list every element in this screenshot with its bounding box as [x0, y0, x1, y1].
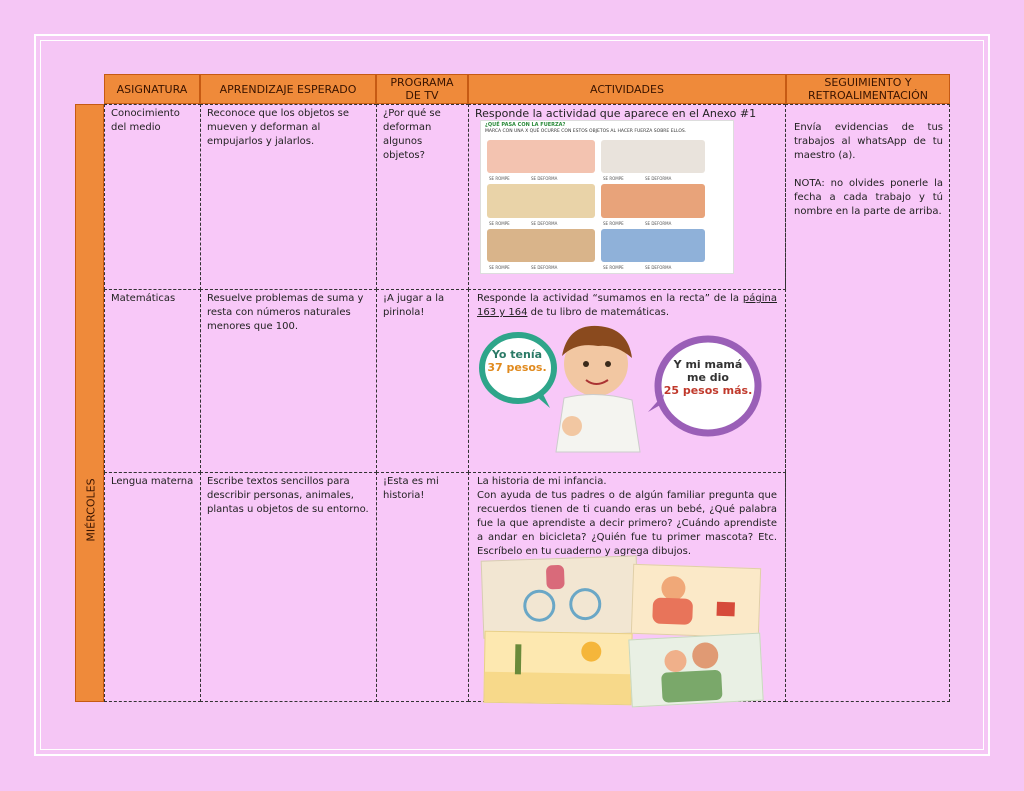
row2-actividad: Responde la actividad “sumamos en la recta” de la página 163 y 164 de tu libro de matemáticas.: [468, 289, 786, 473]
photo-paper: [601, 140, 705, 173]
opt-rompe-4: SE ROMPE: [603, 221, 624, 226]
row1-aprendizaje: Reconoce que los objetos se mueven y deforman al empujarlos y jalarlos.: [200, 104, 377, 290]
opt-rompe-2: SE ROMPE: [603, 176, 624, 181]
header-asignatura: ASIGNATURA: [104, 74, 200, 104]
photo-dough: [487, 140, 595, 173]
seguimiento-note: NOTA: no olvides ponerle la fecha a cada trabajo y tú nombre en la parte de arriba.: [794, 178, 943, 217]
opt-deforma-5: SE DEFORMA: [531, 265, 558, 270]
photo-noodles: [487, 184, 595, 218]
row1-asignatura: Conocimiento del medio: [104, 104, 201, 290]
row3-programa: ¡Esta es mi historia!: [376, 472, 469, 702]
opt-deforma-4: SE DEFORMA: [645, 221, 672, 226]
header-seguimiento: SEGUIMIENTO Y RETROALIMENTACIÓN: [786, 74, 950, 104]
day-label: MIÉRCOLES: [84, 478, 98, 542]
photo-wood: [487, 229, 595, 262]
photo-hands: [601, 184, 705, 218]
row3-actividad-title: La historia de mi infancia.: [477, 476, 607, 487]
drawing-beach: [483, 631, 632, 706]
row3-aprendizaje: Escribe textos sencillos para describir personas, animales, plantas u objetos de su entorno.: [200, 472, 377, 702]
boy-hand: [562, 416, 582, 436]
page-reference-link[interactable]: página 163 y 164: [477, 293, 777, 318]
drawing-bicycle: [481, 555, 640, 638]
opt-deforma-6: SE DEFORMA: [645, 265, 672, 270]
row2-aprendizaje: Resuelve problemas de suma y resta con números naturales menores que 100.: [200, 289, 377, 473]
anexo-instruction: MARCA CON UNA X QUÉ OCURRE CON ESTOS OBJETOS AL HACER FUERZA SOBRE ELLOS.: [485, 129, 687, 134]
opt-rompe-1: SE ROMPE: [489, 176, 510, 181]
opt-deforma-1: SE DEFORMA: [531, 176, 558, 181]
row2-programa: ¡A jugar a la pirinola!: [376, 289, 469, 473]
drawing-family: [628, 633, 763, 708]
header-programa: PROGRAMA DE TV: [376, 74, 468, 104]
boy-eye-right: [605, 361, 611, 367]
right-bubble-text: Y mi mamá me dio 25 pesos más.: [663, 358, 753, 397]
anexo-title: ¿QUÉ PASA CON LA FUERZA?: [485, 122, 566, 128]
anexo-worksheet-image: [480, 120, 734, 274]
header-aprendizaje: APRENDIZAJE ESPERADO: [200, 74, 376, 104]
opt-deforma-2: SE DEFORMA: [645, 176, 672, 181]
row2-asignatura: Matemáticas: [104, 289, 201, 473]
header-actividades: ACTIVIDADES: [468, 74, 786, 104]
opt-rompe-5: SE ROMPE: [489, 265, 510, 270]
photo-gloves: [601, 229, 705, 262]
boy-eye-left: [583, 361, 589, 367]
seguimiento-cell: [785, 104, 950, 702]
opt-rompe-6: SE ROMPE: [603, 265, 624, 270]
row3-asignatura: Lengua materna: [104, 472, 201, 702]
opt-rompe-3: SE ROMPE: [489, 221, 510, 226]
row1-actividad: Responde la actividad que aparece en el Anexo #1: [468, 104, 786, 290]
row1-programa: ¿Por qué se deforman algunos objetos?: [376, 104, 469, 290]
table-header: [104, 74, 950, 104]
day-column: [75, 104, 104, 702]
row3-actividad-text: Con ayuda de tus padres o de algún familiar pregunta que recuerdos tienen de ti cuando eras un bebé, ¿Qué palabra fue la que aprendiste a decir primero? ¿Cuándo aprendiste a andar en bicicleta? ¿Quién fue tu primer mascota? Etc. Escríbelo en tu cuaderno y agrega dibujos.: [477, 490, 777, 557]
seguimiento-text-1: Envía evidencias de tus trabajos al whatsApp de tu maestro (a).: [794, 122, 943, 161]
schedule-grid: [104, 104, 950, 702]
drawing-baby: [631, 564, 761, 638]
left-bubble-text: Yo tenía 37 pesos.: [487, 348, 547, 374]
opt-deforma-3: SE DEFORMA: [531, 221, 558, 226]
